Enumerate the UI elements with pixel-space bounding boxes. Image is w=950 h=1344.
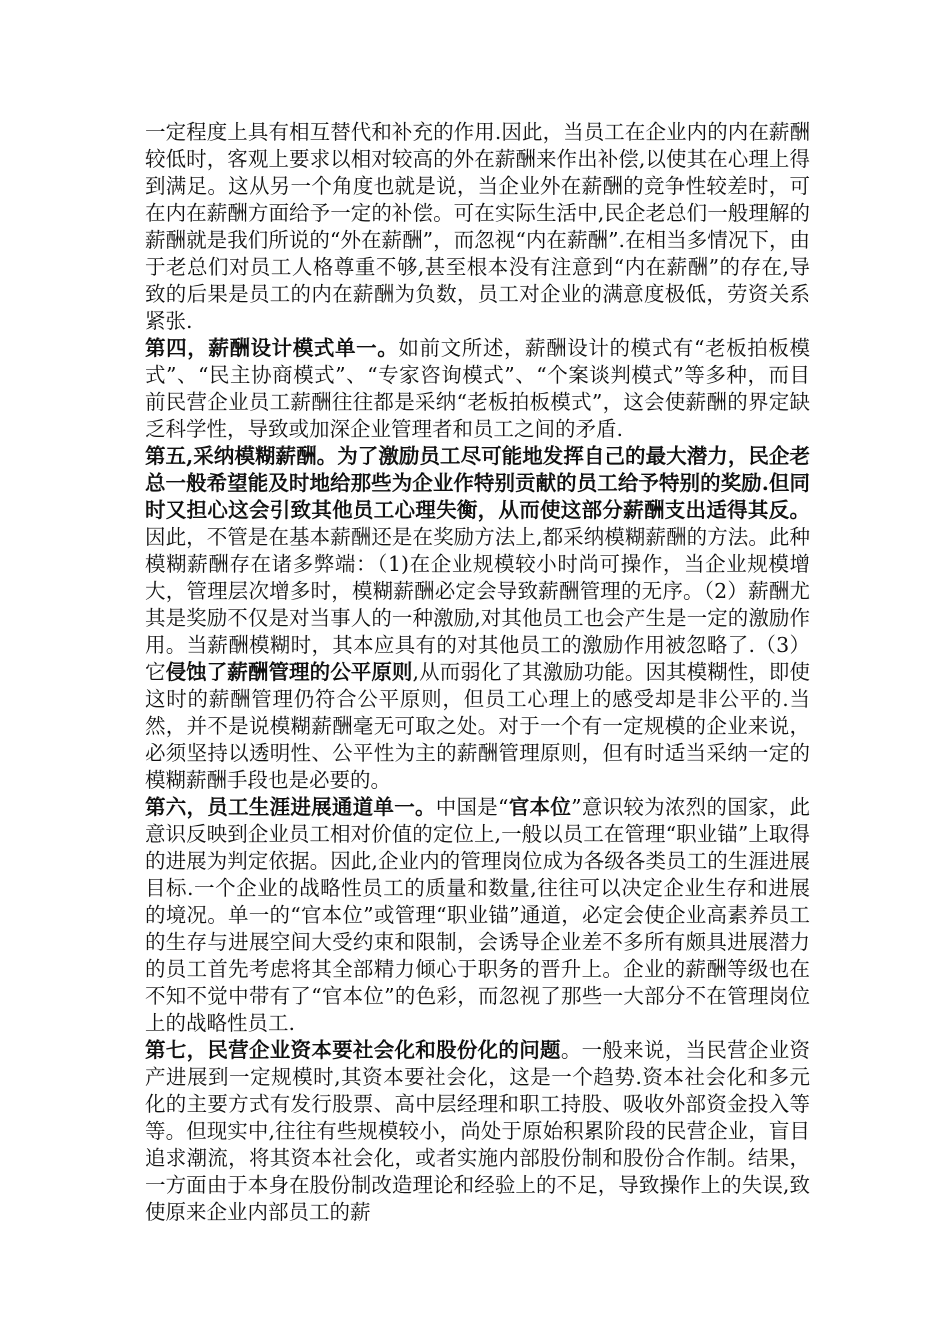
paragraph-emphasis: 官本位	[508, 795, 572, 819]
paragraph-text: 如前文所述，薪酬设计的模式有“老板拍板模式”、“民主协商模式”、“专家咨询模式”、“个案谈判模式”等多种，而目前民营企业员工薪酬往往都是采纳“老板拍板模式”，这会使薪酬的界定缺乏科学性，导致或加深企业管理者和员工之间的矛盾.	[145, 336, 811, 441]
paragraph-seventh	[145, 1037, 810, 1226]
paragraph-text: ”意识较为浓烈的国家，此意识反映到企业员工相对价值的定位上,一般以员工在管理“职业锚”上取得的进展为判定依据。因此,企业内的管理岗位成为各级各类员工的生涯进展目标.一个企业的战略性员工的质量和数量,往往可以决定企业生存和进展的境况。单一的“官本位”或管理“职业锚”通道，必定会使企业高素养员工的生存与进展空间大受约束和限制，会诱导企业差不多所有颇具进展潜力的员工首先考虑将其全部精力倾心于职务的晋升上。企业的薪酬等级也在不知不觉中带有了“官本位”的色彩，而忽视了那些一大部分不在管理岗位上的战略性员工.	[145, 795, 811, 1035]
paragraph-text: ,从而弱化了其激励功能。因其模糊性，即使这时的薪酬管理仍符合公平原则，但员工心理上的感受却是非公平的.当然，并不是说模糊薪酬毫无可取之处。对于一个有一定规模的企业来说，必须坚持以透明性、公平性为主的薪酬管理原则，但有时适当采纳一定的模糊薪酬手段也是必要的。	[145, 660, 811, 792]
paragraph-fourth	[145, 335, 810, 443]
paragraph-fifth	[145, 443, 810, 794]
paragraph-sixth	[145, 794, 810, 1037]
paragraph-heading: 第六，员工生涯进展通道单一。	[145, 795, 436, 819]
paragraph-emphasis: 侵蚀了薪酬管理的公平原则	[165, 660, 413, 684]
paragraph-heading: 第五,采纳模糊薪酬。为了激励员工尽可能地发挥自己的最大潜力，民企老总一般希望能及时地给那些为企业作特别贡献的员工给予特别的奖励.但同时又担心这会引致其他员工心理失衡，从而使这部分薪酬支出适得其反。	[145, 444, 810, 522]
paragraph-intro	[145, 119, 810, 335]
paragraph-heading: 第七，民营企业资本要社会化和股份化的问题	[145, 1038, 561, 1062]
paragraph-text: 因此，不管是在基本薪酬还是在奖励方法上,都采纳模糊薪酬的方法。此种模糊薪酬存在诸多弊端：（1)在企业规模较小时尚可操作，当企业规模增大，管理层次增多时，模糊薪酬必定会导致薪酬管理的无序。（2）薪酬尤其是奖励不仅是对当事人的一种激励,对其他员工也会产生是一定的激励作用。当薪酬模糊时，其本应具有的对其他员工的激励作用被忽略了.（3）它	[145, 525, 810, 684]
paragraph-text: 。一般来说，当民营企业资产进展到一定规模时,其资本要社会化，这是一个趋势.资本社会化和多元化的主要方式有发行股票、高中层经理和职工持股、吸收外部资金投入等等。但现实中,往往有些规模较小，尚处于原始积累阶段的民营企业，盲目追求潮流，将其资本社会化，或者实施内部股份制和股份合作制。结果，一方面由于本身在股份制改造理论和经验上的不足，导致操作上的失误,致使原来企业内部员工的薪	[145, 1038, 811, 1224]
document-body	[145, 119, 810, 1226]
paragraph-text: 中国是“	[435, 795, 509, 819]
paragraph-text: 一定程度上具有相互替代和补充的作用.因此，当员工在企业内的内在薪酬较低时，客观上要求以相对较高的外在薪酬来作出补偿,以使其在心理上得到满足。这从另一个角度也就是说，当企业外在薪酬的竞争性较差时，可在内在薪酬方面给予一定的补偿。可在实际生活中,民企老总们一般理解的薪酬就是我们所说的“外在薪酬”，而忽视“内在薪酬”.在相当多情况下，由于老总们对员工人格尊重不够,甚至根本没有注意到“内在薪酬”的存在,导致的后果是员工的内在薪酬为负数，员工对企业的满意度极低，劳资关系紧张.	[145, 120, 810, 333]
paragraph-heading: 第四，薪酬设计模式单一。	[145, 336, 399, 360]
